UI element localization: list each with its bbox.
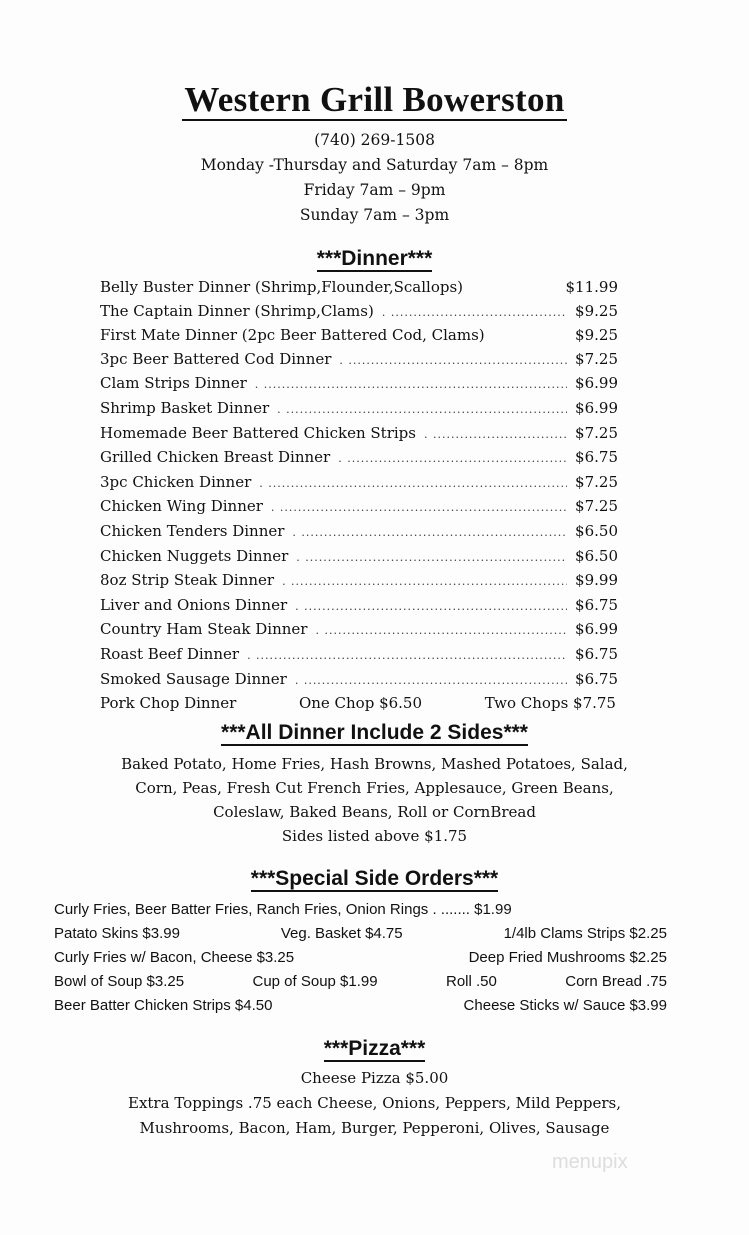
dot-leader	[271, 496, 567, 520]
item-name: Smoked Sausage Dinner	[100, 669, 287, 688]
item-price: $6.99	[575, 398, 618, 417]
item-name: Country Ham Steak Dinner	[100, 620, 308, 639]
item-price: $6.99	[575, 374, 618, 393]
dot-leader	[282, 570, 567, 594]
special-line	[54, 970, 667, 994]
menu-item	[100, 520, 618, 545]
hours-line: Friday 7am – 9pm	[303, 181, 446, 199]
dot-leader	[338, 447, 567, 471]
special-item: Roll .50	[445, 973, 497, 990]
menu-item	[100, 618, 618, 643]
item-name: 3pc Chicken Dinner	[100, 472, 252, 491]
item-price: $6.75	[575, 448, 618, 467]
item-name: Clam Strips Dinner	[100, 374, 247, 393]
menu-item	[100, 276, 618, 300]
heading-text: ***Dinner***	[316, 247, 433, 270]
sides-list	[0, 752, 749, 848]
phone: (740) 269-1508	[314, 131, 435, 149]
item-price: $6.75	[575, 669, 618, 688]
dot-leader	[339, 349, 567, 373]
dinner-list	[100, 276, 618, 716]
menu-item	[100, 446, 618, 471]
hours-line: Sunday 7am – 3pm	[299, 206, 450, 224]
item-name: Liver and Onions Dinner	[100, 595, 288, 614]
item-name: Chicken Nuggets Dinner	[100, 546, 289, 565]
item-price: $7.25	[575, 497, 618, 516]
special-line	[54, 946, 667, 970]
item-price: $6.50	[575, 521, 618, 540]
item-price: $9.99	[575, 571, 618, 590]
special-item: Cup of Soup $1.99	[252, 973, 378, 990]
special-item: 1/4lb Clams Strips $2.25	[503, 925, 667, 942]
menu-item	[100, 668, 618, 693]
dot-leader	[315, 619, 567, 643]
pizza-heading	[0, 1036, 749, 1062]
dot-leader	[295, 669, 567, 693]
menu-item	[100, 495, 618, 520]
item-price: $6.99	[575, 620, 618, 639]
menu-item	[100, 594, 618, 619]
special-item: Curly Fries, Beer Batter Fries, Ranch Fries, Onion Rings . ....... $1.99	[54, 901, 512, 918]
dot-leader	[247, 644, 567, 668]
special-line	[54, 922, 667, 946]
item-name: Pork Chop Dinner	[100, 694, 237, 713]
pizza-list	[0, 1066, 749, 1141]
dot-leader	[382, 301, 567, 325]
item-name: Chicken Wing Dinner	[100, 497, 263, 516]
dot-leader	[292, 521, 567, 545]
dot-leader	[296, 546, 567, 570]
menu-item	[100, 545, 618, 570]
special-item: Patato Skins $3.99	[54, 925, 180, 942]
menu-item	[100, 300, 618, 325]
contact-info	[0, 128, 749, 228]
menu-item	[100, 324, 618, 348]
item-price: $9.25	[575, 326, 618, 345]
menu-item	[100, 692, 618, 716]
menu-item	[100, 397, 618, 422]
sides-line: Coleslaw, Baked Beans, Roll or CornBread	[213, 803, 536, 821]
hours-line: Monday -Thursday and Saturday 7am – 8pm	[200, 156, 549, 174]
menu-item	[100, 471, 618, 496]
special-line	[54, 994, 667, 1018]
item-price: $6.75	[575, 595, 618, 614]
item-price: $6.50	[575, 546, 618, 565]
dot-leader	[255, 373, 567, 397]
item-name: Shrimp Basket Dinner	[100, 398, 270, 417]
item-name: Homemade Beer Battered Chicken Strips	[100, 423, 416, 442]
dot-leader	[277, 398, 567, 422]
item-name: Belly Buster Dinner (Shrimp,Flounder,Scallops)	[100, 278, 463, 296]
pizza-line: Cheese Pizza $5.00	[300, 1069, 449, 1087]
item-price: $11.99	[565, 278, 618, 296]
item-name: Grilled Chicken Breast Dinner	[100, 448, 331, 467]
dinner-heading	[0, 246, 749, 272]
pizza-line: Extra Toppings .75 each Cheese, Onions, Peppers, Mild Peppers,	[128, 1094, 621, 1112]
menu-item	[100, 569, 618, 594]
item-price: $7.25	[575, 423, 618, 442]
item-price: $6.75	[575, 644, 618, 663]
watermark: menupix	[552, 1151, 628, 1173]
dot-leader	[295, 595, 567, 619]
item-price: $9.25	[575, 301, 618, 320]
special-item: Beer Batter Chicken Strips $4.50	[54, 997, 273, 1014]
special-sides-heading	[0, 866, 749, 892]
menu-item	[100, 348, 618, 373]
pizza-line: Mushrooms, Bacon, Ham, Burger, Pepperoni, Olives, Sausage	[139, 1119, 610, 1137]
item-price: $7.25	[575, 349, 618, 368]
sides-price: Sides listed above $1.75	[281, 827, 468, 845]
special-item: Bowl of Soup $3.25	[54, 973, 185, 990]
item-price: $7.25	[575, 472, 618, 491]
special-item: Corn Bread .75	[565, 973, 667, 990]
heading-text: ***Pizza***	[323, 1037, 426, 1060]
special-sides-list	[54, 898, 667, 1018]
dot-leader	[259, 472, 567, 496]
item-name: 8oz Strip Steak Dinner	[100, 571, 275, 590]
heading-text: ***All Dinner Include 2 Sides***	[221, 721, 528, 744]
sides-line: Baked Potato, Home Fries, Hash Browns, Mashed Potatoes, Salad,	[121, 755, 628, 773]
item-name: Chicken Tenders Dinner	[100, 521, 285, 540]
special-item: Curly Fries w/ Bacon, Cheese $3.25	[54, 949, 295, 966]
menu-item	[100, 372, 618, 397]
item-name: 3pc Beer Battered Cod Dinner	[100, 349, 332, 368]
sides-line: Corn, Peas, Fresh Cut French Fries, Applesauce, Green Beans,	[135, 779, 614, 797]
menu-item	[100, 422, 618, 447]
item-name: The Captain Dinner (Shrimp,Clams)	[100, 301, 374, 320]
restaurant-title	[0, 80, 749, 120]
title-text: Western Grill Bowerston	[184, 80, 565, 119]
item-price: One Chop $6.50	[298, 694, 423, 713]
item-name: Roast Beef Dinner	[100, 644, 240, 663]
item-name: First Mate Dinner (2pc Beer Battered Cod, Clams)	[100, 326, 485, 345]
special-item: Veg. Basket $4.75	[280, 925, 403, 942]
menu-item	[100, 643, 618, 668]
special-line	[54, 898, 667, 922]
heading-text: ***Special Side Orders***	[250, 867, 499, 890]
special-item: Cheese Sticks w/ Sauce $3.99	[463, 997, 667, 1014]
dot-leader	[424, 423, 567, 447]
sides-heading	[0, 720, 749, 746]
special-item: Deep Fried Mushrooms $2.25	[468, 949, 667, 966]
item-price: Two Chops $7.75	[484, 694, 616, 713]
